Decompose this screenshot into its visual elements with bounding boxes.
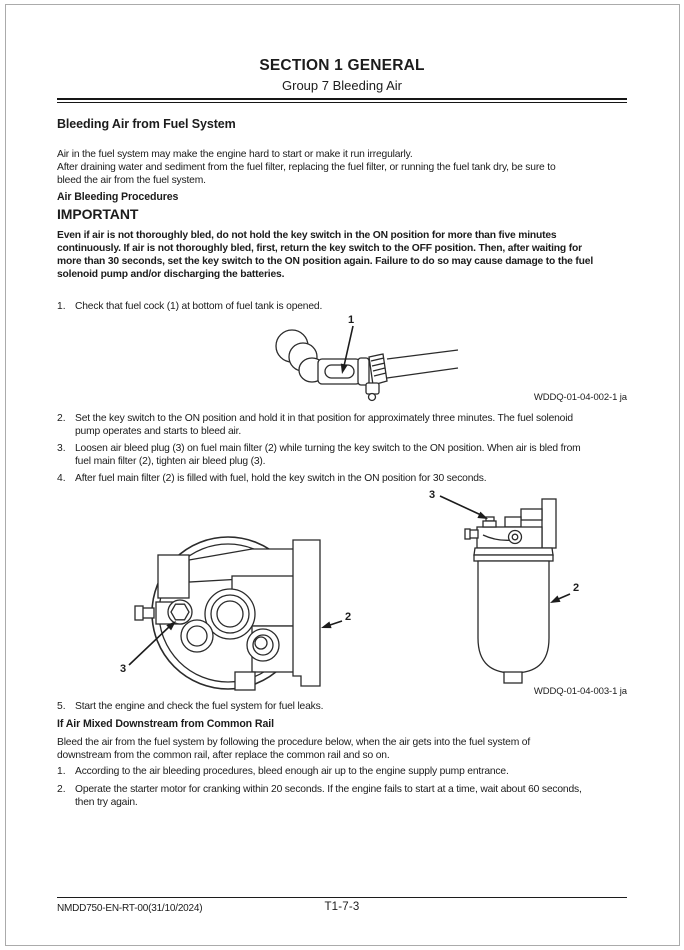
text-line: Operate the starter motor for cranking within 20 seconds. If the engine fails to start at a time, wait about 60 seconds, bbox=[75, 784, 582, 795]
common-rail-paragraph bbox=[57, 736, 530, 762]
common-rail-step-1 bbox=[57, 765, 509, 778]
step-item-2 bbox=[57, 412, 573, 438]
important-paragraph bbox=[57, 229, 593, 281]
text-line: continuously. If air is not thoroughly bled, first, return the key switch to the OFF position. Then, after waiting for bbox=[57, 243, 582, 254]
text-line: more than 30 seconds, set the key switch to the ON position again. Failure to do so may cause damage to the fuel bbox=[57, 256, 593, 267]
filter-head-drawing bbox=[135, 537, 320, 690]
callout-2-label: 2 bbox=[345, 611, 352, 623]
text-line: Start the engine and check the fuel system for fuel leaks. bbox=[75, 701, 324, 712]
text-line: Set the key switch to the ON position and hold it in that position for approximately three minutes. The fuel solenoid bbox=[75, 413, 573, 424]
figure-filter-canister bbox=[425, 483, 640, 695]
text-line: downstream from the common rail, after replace the common rail and so on. bbox=[57, 750, 390, 761]
section-title: SECTION 1 GENERAL bbox=[259, 57, 425, 74]
text-line: bleed the air from the fuel system. bbox=[57, 175, 206, 186]
figure-caption: WDDQ-01-04-002-1 ja bbox=[533, 392, 627, 403]
text-line: solenoid pump and/or discharging the batteries. bbox=[57, 269, 285, 280]
step-number: 1. bbox=[57, 766, 66, 777]
callout-1-label: 1 bbox=[348, 314, 355, 326]
intro-paragraph bbox=[57, 148, 556, 187]
footer-page-number: T1-7-3 bbox=[324, 901, 360, 913]
figure-caption: WDDQ-01-04-003-1 ja bbox=[533, 686, 627, 697]
text-line: Loosen air bleed plug (3) on fuel main filter (2) while turning the key switch to the ON position. When air is bled from bbox=[75, 443, 581, 454]
text-line: Air in the fuel system may make the engine hard to start or make it run irregularly. bbox=[57, 149, 413, 160]
step-number: 2. bbox=[57, 784, 66, 795]
callout-3 bbox=[429, 489, 488, 519]
step-number: 2. bbox=[57, 413, 66, 424]
group-title: Group 7 Bleeding Air bbox=[282, 78, 402, 93]
text-line: Bleed the air from the fuel system by following the procedure below, when the air gets into the fuel system of bbox=[57, 737, 530, 748]
footer-doc-number: NMDD750-EN-RT-00(31/10/2024) bbox=[57, 903, 203, 914]
common-rail-step-2 bbox=[57, 783, 582, 809]
step-number: 1. bbox=[57, 301, 66, 312]
fuel-cock-drawing bbox=[276, 330, 458, 401]
filter-canister-drawing bbox=[465, 499, 556, 683]
procedures-heading: Air Bleeding Procedures bbox=[57, 191, 179, 203]
step-number: 3. bbox=[57, 443, 66, 454]
text-line: According to the air bleeding procedures, bleed enough air up to the engine supply pump entrance. bbox=[75, 766, 509, 777]
step-number: 5. bbox=[57, 701, 66, 712]
figure-fuel-cock bbox=[262, 310, 462, 402]
callout-2 bbox=[550, 582, 579, 603]
step-number: 4. bbox=[57, 473, 66, 484]
step-item-5 bbox=[57, 700, 323, 713]
footer-rule bbox=[57, 897, 627, 898]
common-rail-heading: If Air Mixed Downstream from Common Rail bbox=[57, 718, 274, 730]
important-heading: IMPORTANT bbox=[57, 206, 139, 222]
callout-2 bbox=[321, 611, 351, 628]
text-line: Even if air is not thoroughly bled, do not hold the key switch in the ON position for more than five minutes bbox=[57, 230, 557, 241]
step-item-3 bbox=[57, 442, 581, 468]
callout-2-label: 2 bbox=[573, 582, 580, 594]
text-line: Check that fuel cock (1) at bottom of fuel tank is opened. bbox=[75, 301, 323, 312]
callout-3-label: 3 bbox=[120, 663, 127, 675]
text-line: After fuel main filter (2) is filled with fuel, hold the key switch in the ON position for 30 seconds. bbox=[75, 473, 487, 484]
text-line: then try again. bbox=[75, 797, 138, 808]
header-rule bbox=[57, 98, 627, 103]
callout-3-label: 3 bbox=[429, 489, 436, 501]
article-title: Bleeding Air from Fuel System bbox=[57, 117, 236, 131]
step-item-4 bbox=[57, 472, 486, 485]
text-line: After draining water and sediment from the fuel filter, replacing the fuel filter, or running the fuel tank dry, be sure to bbox=[57, 162, 556, 173]
figure-filter-head bbox=[112, 524, 372, 694]
text-line: pump operates and starts to bleed air. bbox=[75, 426, 242, 437]
text-line: fuel main filter (2), tighten air bleed plug (3). bbox=[75, 456, 266, 467]
